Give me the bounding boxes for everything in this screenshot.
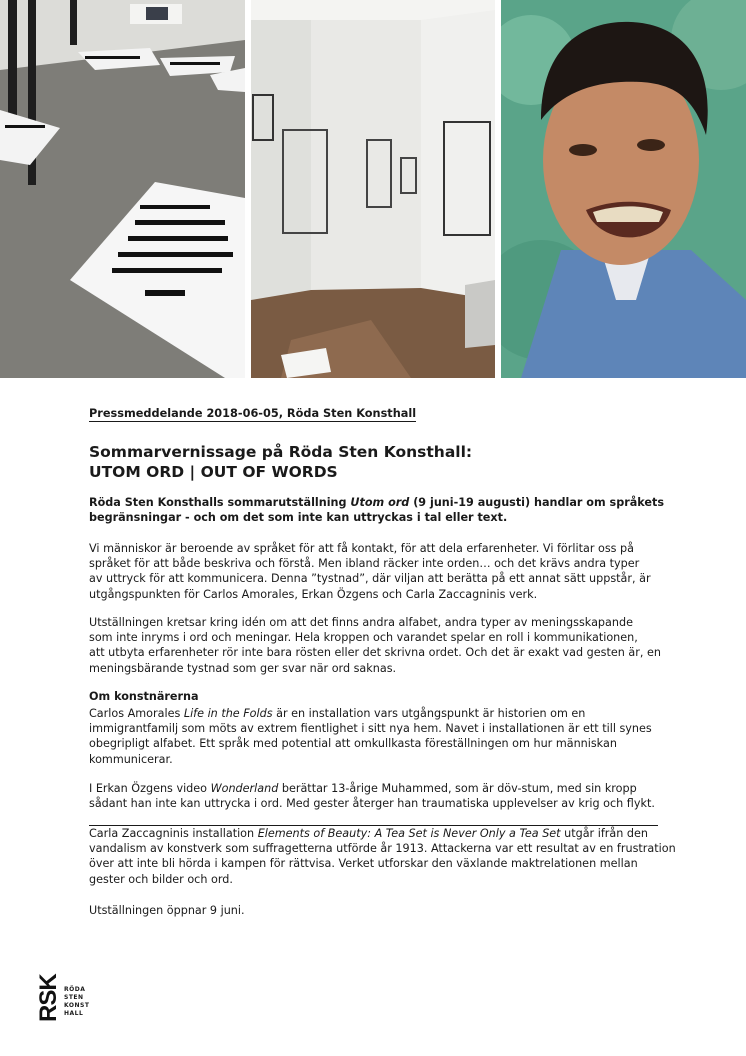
logo-line: HALL [64, 1010, 84, 1017]
lead-paragraph [89, 495, 664, 525]
paragraph-line: obegripligt alfabet. Ett språk med potential att omkullkasta föreställningen om hur människan [89, 737, 617, 751]
paragraph-line: gester och bilder och ord. [89, 872, 233, 886]
paragraph-line: av uttryck för att kommunicera. Denna ”tystnad”, där viljan att berätta på ett annat sätt uppstår, är [89, 572, 651, 586]
artwork-title: Life in the Folds [183, 707, 273, 720]
headline-line-1: Sommarvernissage på Röda Sten Konsthall: [89, 443, 473, 461]
paragraph-line: utgångspunkten för Carlos Amorales, Erkan Özgens och Carla Zaccagninis verk. [89, 587, 538, 601]
ozgen-paragraph [89, 781, 664, 811]
amorales-paragraph [89, 706, 664, 767]
rsk-logo-letters: RSK [35, 974, 62, 1022]
concept-paragraph [89, 615, 664, 676]
boy-video-still-photo [501, 0, 746, 378]
zaccagnini-paragraph [89, 826, 676, 887]
headline-line-2: UTOM ORD | OUT OF WORDS [89, 463, 338, 481]
paragraph-text: är en installation vars utgångspunkt är historien om en [272, 707, 586, 720]
paragraph-line: meningsbärande tystnad som ger svar när ord saknas. [89, 661, 397, 675]
logo-line: KONST [64, 1002, 90, 1009]
paragraph-line: kommunicerar. [89, 752, 173, 766]
rsk-logo-wordmark [64, 986, 89, 1018]
logo-line: RÖDA [64, 986, 86, 993]
exhibition-title: Utom ord [350, 496, 410, 509]
logo-line: STEN [64, 994, 84, 1001]
paragraph-line: språket för att både beskriva och förstå. Men ibland räcker inte orden… och det krävs andra typer [89, 557, 640, 571]
paragraph-text: utgår ifrån den [560, 827, 648, 840]
installation-photo [0, 0, 245, 378]
press-meta-line: Pressmeddelande 2018-06-05, Röda Sten Konsthall [89, 407, 417, 420]
paragraph-line: Vi människor är beroende av språket för att få kontakt, för att dela erfarenheter. Vi förlitar oss på [89, 542, 635, 555]
opening-paragraph: Utställningen öppnar 9 juni. [89, 904, 245, 917]
lead-text: begränsningar - och om det som inte kan uttryckas i tal eller text. [89, 511, 508, 525]
paragraph-text: Carlos Amorales [89, 707, 184, 720]
header-photo-strip [0, 0, 746, 378]
gallery-photo [251, 0, 495, 378]
artwork-title: Elements of Beauty: A Tea Set is Never Only a Tea Set [257, 827, 561, 840]
lead-text: Röda Sten Konsthalls sommarutställning [89, 496, 351, 509]
artists-heading: Om konstnärerna [89, 690, 199, 703]
paragraph-line: sådant han inte kan uttrycka i ord. Med gester återger han traumatiska upplevelser av krig och flykt. [89, 797, 655, 811]
paragraph-line: Utställningen kretsar kring idén om att det finns andra alfabet, andra typer av meningsskapande [89, 616, 633, 629]
intro-paragraph [89, 541, 664, 602]
paragraph-line: vandalism av konstverk som suffragetterna utförde år 1913. Attackerna var ett resultat av en frustration [89, 842, 676, 856]
paragraph-line: över att inte bli hörda i kampen för rättvisa. Verket utforskar den växlande maktrelationen mellan [89, 857, 638, 871]
paragraph-line: att utbyta erfarenheter rör inte bara rösten eller det skrivna ordet. Och det är exakt vad gesten är, en [89, 646, 661, 660]
rsk-logo [34, 968, 114, 1024]
rsk-logo-mark [34, 968, 64, 1024]
artwork-title: Wonderland [210, 782, 279, 795]
lead-text: (9 juni-19 augusti) handlar om språkets [409, 496, 665, 509]
paragraph-line: som inte inryms i ord och meningar. Hela kroppen och varandet spelar en roll i kommunikationen, [89, 631, 638, 645]
paragraph-text: berättar 13-årige Muhammed, som är döv-stum, med sin kropp [278, 782, 637, 795]
paragraph-line: immigrantfamilj som möts av extrem fientlighet i sitt nya hem. Navet i installationen är ett till synes [89, 722, 652, 736]
paragraph-text: I Erkan Özgens video [89, 782, 211, 795]
paragraph-text: Carla Zaccagninis installation [89, 827, 258, 840]
